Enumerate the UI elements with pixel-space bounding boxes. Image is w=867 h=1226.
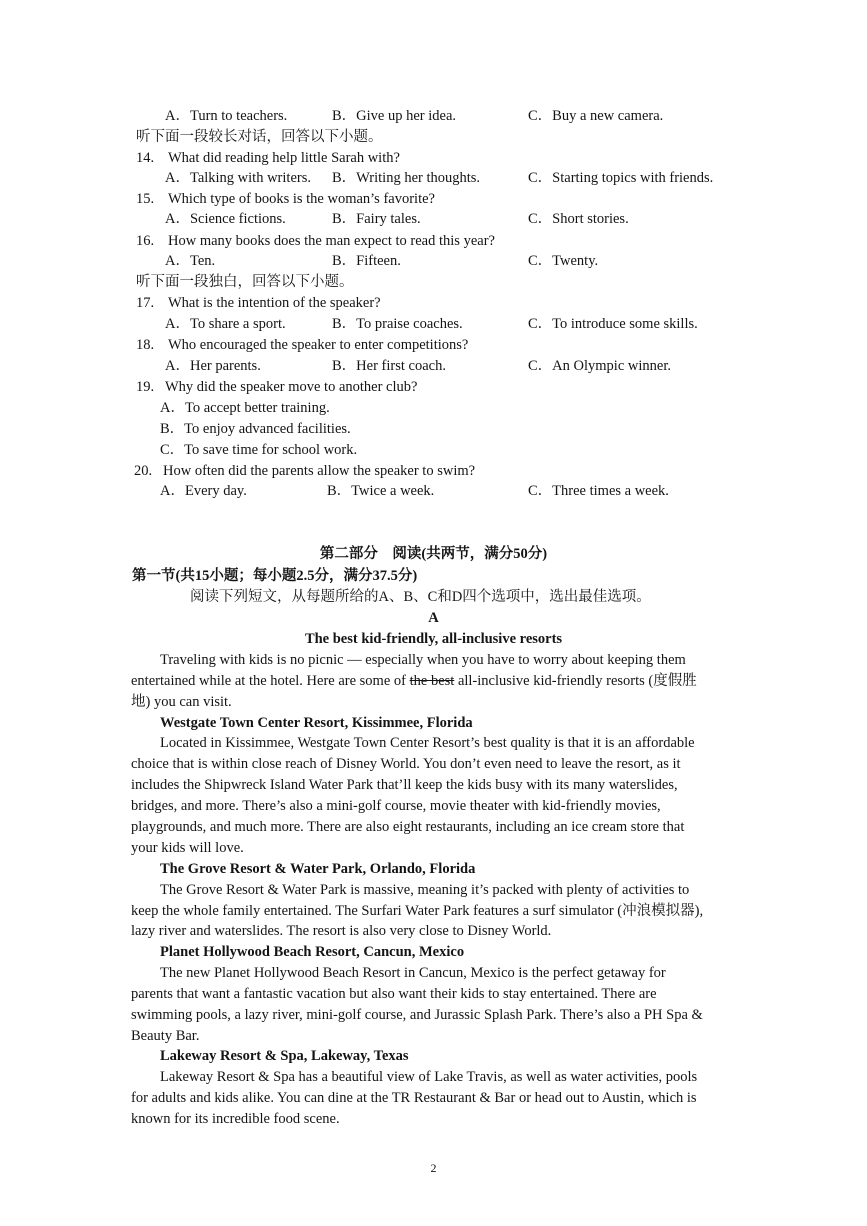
resort-1-text: bridges, and more. There’s also a mini-golf course, movie theater with kid-friendly movies, xyxy=(131,798,661,814)
question-number: 17. xyxy=(136,295,155,311)
option-b: B．Writing her thoughts. xyxy=(332,170,481,186)
question-14 xyxy=(0,148,867,168)
resort-2-title: The Grove Resort & Water Park, Orlando, Florida xyxy=(160,861,476,877)
resort-2-text: The Grove Resort & Water Park is massive, meaning it’s packed with plenty of activities to xyxy=(160,882,690,898)
resort-2-text: keep the whole family entertained. The Surfari Water Park features a surf simulator (冲浪模拟器), xyxy=(131,903,704,919)
option-a: A．Turn to teachers. xyxy=(165,108,288,124)
question-number: 16. xyxy=(136,233,155,249)
passage-title: The best kid-friendly, all-inclusive resorts xyxy=(304,631,563,647)
option-c: C．Twenty. xyxy=(528,253,599,269)
long-dialog-instruction: 听下面一段较长对话，回答以下小题。 xyxy=(136,129,383,145)
question-18 xyxy=(0,335,867,355)
question-number: 20. xyxy=(134,463,153,479)
question-number: 18. xyxy=(136,337,155,353)
question-19 xyxy=(0,377,867,397)
intro-line-1: Traveling with kids is no picnic — especially when you have to worry about keeping them xyxy=(160,652,686,668)
option-c: C．An Olympic winner. xyxy=(528,358,671,374)
option-b: B．Her first coach. xyxy=(332,358,446,374)
resort-1-text: your kids will love. xyxy=(131,840,244,856)
question-15-options xyxy=(0,209,867,229)
monologue-instruction: 听下面一段独白，回答以下小题。 xyxy=(136,274,354,290)
resort-4-text: known for its incredible food scene. xyxy=(131,1111,340,1127)
option-b: B．Fairy tales. xyxy=(332,211,421,227)
question-text: What did reading help little Sarah with? xyxy=(168,150,400,166)
section-one-title: 第一节(共15小题；每小题2.5分，满分37.5分) xyxy=(132,568,418,584)
option-b: B．Fifteen. xyxy=(332,253,401,269)
resort-4-text: for adults and kids alike. You can dine at the TR Restaurant & Bar or head out to Austin, which is xyxy=(131,1090,697,1106)
question-number: 19. xyxy=(136,379,155,395)
option-a: A．Ten. xyxy=(165,253,216,269)
question-15 xyxy=(0,189,867,209)
option-a: A．Talking with writers. xyxy=(165,170,311,186)
option-c: C．Starting topics with friends. xyxy=(528,170,714,186)
question-text: How many books does the man expect to read this year? xyxy=(168,233,495,249)
question-text: How often did the parents allow the speaker to swim? xyxy=(163,463,476,479)
resort-3-text: Beauty Bar. xyxy=(131,1028,200,1044)
option-a: A．Every day. xyxy=(160,483,247,499)
passage-letter: A xyxy=(428,610,439,626)
question-16 xyxy=(0,231,867,251)
question-20 xyxy=(0,461,867,481)
question-text: Why did the speaker move to another club? xyxy=(165,379,418,395)
question-17-options xyxy=(0,314,867,334)
resort-4-text: Lakeway Resort & Spa has a beautiful view of Lake Travis, as well as water activities, pools xyxy=(160,1069,698,1085)
resort-4-title: Lakeway Resort & Spa, Lakeway, Texas xyxy=(160,1048,409,1064)
intro-text: entertained while at the hotel. Here are some of xyxy=(131,673,410,689)
question-text: What is the intention of the speaker? xyxy=(168,295,381,311)
option-a: A．Her parents. xyxy=(165,358,261,374)
option-c: C．To introduce some skills. xyxy=(528,316,698,332)
resort-3-text: parents that want a fantastic vacation but also want their kids to stay entertained. There are xyxy=(131,986,657,1002)
struck-text: the best xyxy=(409,673,455,689)
option-b: B．Twice a week. xyxy=(327,483,435,499)
question-text: Who encouraged the speaker to enter competitions? xyxy=(168,337,469,353)
resort-1-text: Located in Kissimmee, Westgate Town Center Resort’s best quality is that it is an affordable xyxy=(160,735,695,751)
intro-line-3: 地) you can visit. xyxy=(131,694,232,710)
resort-3-title: Planet Hollywood Beach Resort, Cancun, Mexico xyxy=(160,944,465,960)
resort-2-text: lazy river and waterslides. The resort is also very close to Disney World. xyxy=(131,923,552,939)
resort-1-text: includes the Shipwreck Island Water Park that’ll keep the kids busy with its many waterslides, xyxy=(131,777,678,793)
question-14-options xyxy=(0,168,867,188)
question-17 xyxy=(0,293,867,313)
option-a: A．To share a sport. xyxy=(165,316,286,332)
option-b: B．To enjoy advanced facilities. xyxy=(160,421,351,437)
question-16-options xyxy=(0,251,867,271)
option-b: B．To praise coaches. xyxy=(332,316,463,332)
resort-3-text: swimming pools, a lazy river, mini-golf course, and Jurassic Splash Park. There’s also a PH Spa & xyxy=(131,1007,703,1023)
question-18-options xyxy=(0,356,867,376)
option-c: C．Three times a week. xyxy=(528,483,669,499)
option-b: B．Give up her idea. xyxy=(332,108,457,124)
option-c: C．To save time for school work. xyxy=(160,442,358,458)
part-two-title: 第二部分 阅读(共两节，满分50分) xyxy=(319,546,548,562)
question-text: Which type of books is the woman’s favorite? xyxy=(168,191,435,207)
option-c: C．Buy a new camera. xyxy=(528,108,664,124)
option-a: A．To accept better training. xyxy=(160,400,330,416)
page-number: 2 xyxy=(430,1161,437,1175)
resort-3-text: The new Planet Hollywood Beach Resort in Cancun, Mexico is the perfect getaway for xyxy=(160,965,666,981)
option-c: C．Short stories. xyxy=(528,211,629,227)
question-number: 15. xyxy=(136,191,155,207)
section-one-instruction: 阅读下列短文，从每题所给的A、B、C和D四个选项中，选出最佳选项。 xyxy=(190,589,651,605)
resort-1-text: playgrounds, and much more. There are also eight restaurants, including an ice cream store that xyxy=(131,819,685,835)
question-number: 14. xyxy=(136,150,155,166)
intro-text: all-inclusive kid-friendly resorts (度假胜 xyxy=(454,673,697,689)
question-20-options xyxy=(0,481,867,501)
resort-1-title: Westgate Town Center Resort, Kissimmee, Florida xyxy=(160,715,473,731)
option-a: A．Science fictions. xyxy=(165,211,286,227)
intro-line-2 xyxy=(131,671,697,691)
resort-1-text: choice that is within close reach of Disney World. You don’t even need to leave the resort, as it xyxy=(131,756,681,772)
